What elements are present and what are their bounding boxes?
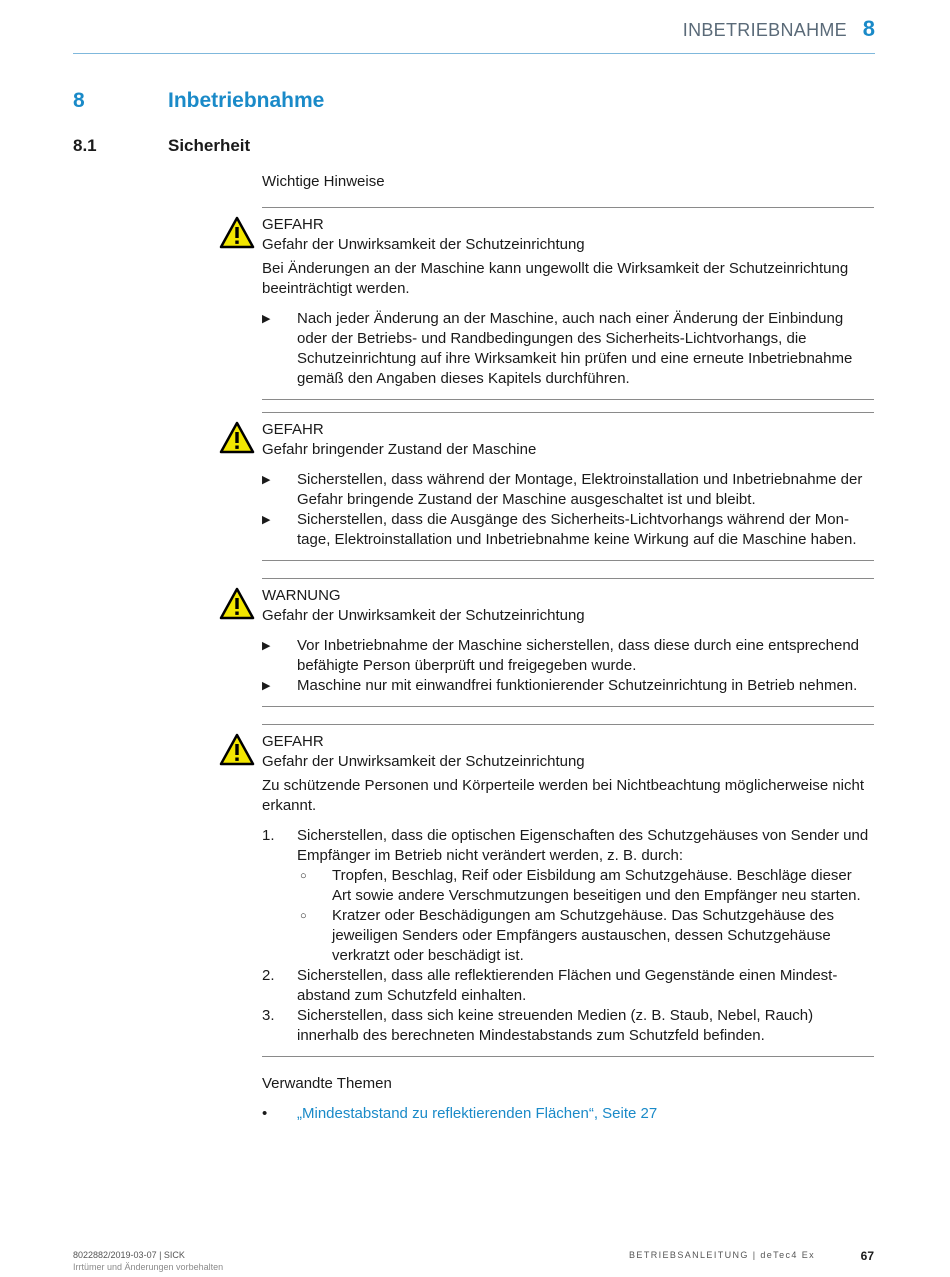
- running-header-chapter-number: 8: [862, 16, 875, 41]
- bullet-arrow-icon: ▶: [262, 680, 271, 692]
- warning-triangle-icon: [219, 421, 255, 454]
- bullet-arrow-icon: ▶: [262, 640, 271, 652]
- circle-bullet-icon: ○: [300, 870, 307, 882]
- warning-signal-word: WARNUNG: [262, 587, 341, 604]
- warning-text: Bei Änderungen an der Maschine kann ungewollt die Wirksamkeit der Schutzeinrichtung beeinträchtigt werden.: [262, 260, 849, 297]
- section-number: 8.1: [73, 136, 97, 155]
- section-title: Sicherheit: [168, 136, 251, 155]
- warning-box-1: [262, 207, 874, 400]
- chapter-title: Inbetriebnahme: [168, 89, 325, 112]
- page-number: 67: [860, 1249, 874, 1263]
- warning-bullet: ▶ Maschine nur mit einwandfrei funktionierender Schutzeinrichtung in Betrieb nehmen.: [262, 677, 858, 694]
- warning-bullet: ▶ Sicherstellen, dass die Ausgänge des Sicherheits-Lichtvorhangs während der Montage, Elektroinstallation und Inbetriebnahme keine Wirkung auf die Maschine haben.: [262, 511, 857, 548]
- footer-doc-id: 8022882/2019-03-07 | SICK: [73, 1250, 185, 1260]
- warning-signal-word: GEFAHR: [262, 421, 324, 438]
- related-topics-heading: Verwandte Themen: [262, 1075, 392, 1092]
- running-header-title: INBETRIEBNAHME: [682, 20, 847, 40]
- warning-text: Zu schützende Personen und Körperteile werden bei Nichtbeachtung möglicherweise nicht erkannt.: [262, 777, 865, 814]
- numbered-step: 1. Sicherstellen, dass die optischen Eigenschaften des Schutzgehäuses von Sender und Empfänger im Betrieb nicht verändert werden, z. B. durch: ○ Tropfen, Beschlag, Reif oder Eisbildung am Schutzgehäuse. Beschläge dieser Art sowie andere Verschmutzungen beseitigen und den Empfänger neu starten. ○ Kratzer oder Beschädigungen am Schutzgehäuse. Das Schutzgehäuse des jeweiligen Senders oder Empfängers austauschen, dessen Schutzgehäuse verkratzt oder beschädigt ist.: [262, 826, 874, 966]
- warning-title: Gefahr der Unwirksamkeit der Schutzeinrichtung: [262, 236, 585, 253]
- sub-item: ○ Kratzer oder Beschädigungen am Schutzgehäuse. Das Schutzgehäuse des jeweiligen Senders oder Empfängers austauschen, dessen Schutzgehäuse verkratzt oder beschädigt ist.: [300, 907, 834, 964]
- footer-doc-type: BETRIEBSANLEITUNG | deTec4 Ex: [629, 1250, 815, 1260]
- numbered-step: 3. Sicherstellen, dass sich keine streuenden Medien (z. B. Staub, Nebel, Rauch) innerhalb des berechneten Mindestabstands zum Schutzfeld befinden.: [262, 1007, 814, 1044]
- bullet-arrow-icon: ▶: [262, 474, 271, 486]
- warning-box-3: [262, 578, 874, 707]
- bullet-dot-icon: •: [262, 1105, 268, 1122]
- bullet-arrow-icon: ▶: [262, 313, 271, 325]
- warning-title: Gefahr der Unwirksamkeit der Schutzeinrichtung: [262, 607, 585, 624]
- subheading: Wichtige Hinweise: [262, 173, 385, 190]
- warning-triangle-icon: [219, 587, 255, 620]
- warning-bullet: ▶ Vor Inbetriebnahme der Maschine sicherstellen, dass diese durch eine entsprechend befähigte Person überprüft und freigegeben wurde.: [262, 637, 860, 674]
- numbered-step: 2. Sicherstellen, dass alle reflektierenden Flächen und Gegenstände einen Mindestabstand zum Schutzfeld einhalten.: [262, 967, 838, 1004]
- related-topic-item: [262, 1104, 874, 1124]
- related-topic-link[interactable]: „Mindestabstand zu reflektierenden Flächen“, Seite 27: [297, 1105, 658, 1122]
- circle-bullet-icon: ○: [300, 910, 307, 922]
- warning-signal-word: GEFAHR: [262, 733, 324, 750]
- warning-box-2: [262, 412, 874, 561]
- warning-triangle-icon: [219, 733, 255, 766]
- warning-signal-word: GEFAHR: [262, 216, 324, 233]
- sub-item: ○ Tropfen, Beschlag, Reif oder Eisbildung am Schutzgehäuse. Beschläge dieser Art sowie andere Verschmutzungen beseitigen und den Empfänger neu starten.: [300, 867, 861, 904]
- warning-bullet: ▶ Nach jeder Änderung an der Maschine, auch nach einer Änderung der Einbindung oder der Betriebs- und Randbedingungen des Sicherheits-Lichtvorhangs, die Schutzeinrichtung auf ihre Wirksamkeit hin prüfen und eine erneute Inbetriebnahme gemäß den Angaben dieses Kapitels durchführen.: [262, 310, 853, 387]
- header-divider: [73, 53, 875, 54]
- footer-disclaimer: Irrtümer und Änderungen vorbehalten: [73, 1262, 224, 1272]
- warning-bullet: ▶ Sicherstellen, dass während der Montage, Elektroinstallation und Inbetriebnahme der Gefahr bringende Zustand der Maschine ausgeschaltet ist und bleibt.: [262, 471, 863, 508]
- main-content: [262, 172, 874, 1124]
- chapter-number: 8: [73, 89, 85, 112]
- warning-title: Gefahr bringender Zustand der Maschine: [262, 441, 537, 458]
- warning-box-4: [262, 724, 874, 1057]
- bullet-arrow-icon: ▶: [262, 514, 271, 526]
- warning-title: Gefahr der Unwirksamkeit der Schutzeinrichtung: [262, 753, 585, 770]
- warning-triangle-icon: [219, 216, 255, 249]
